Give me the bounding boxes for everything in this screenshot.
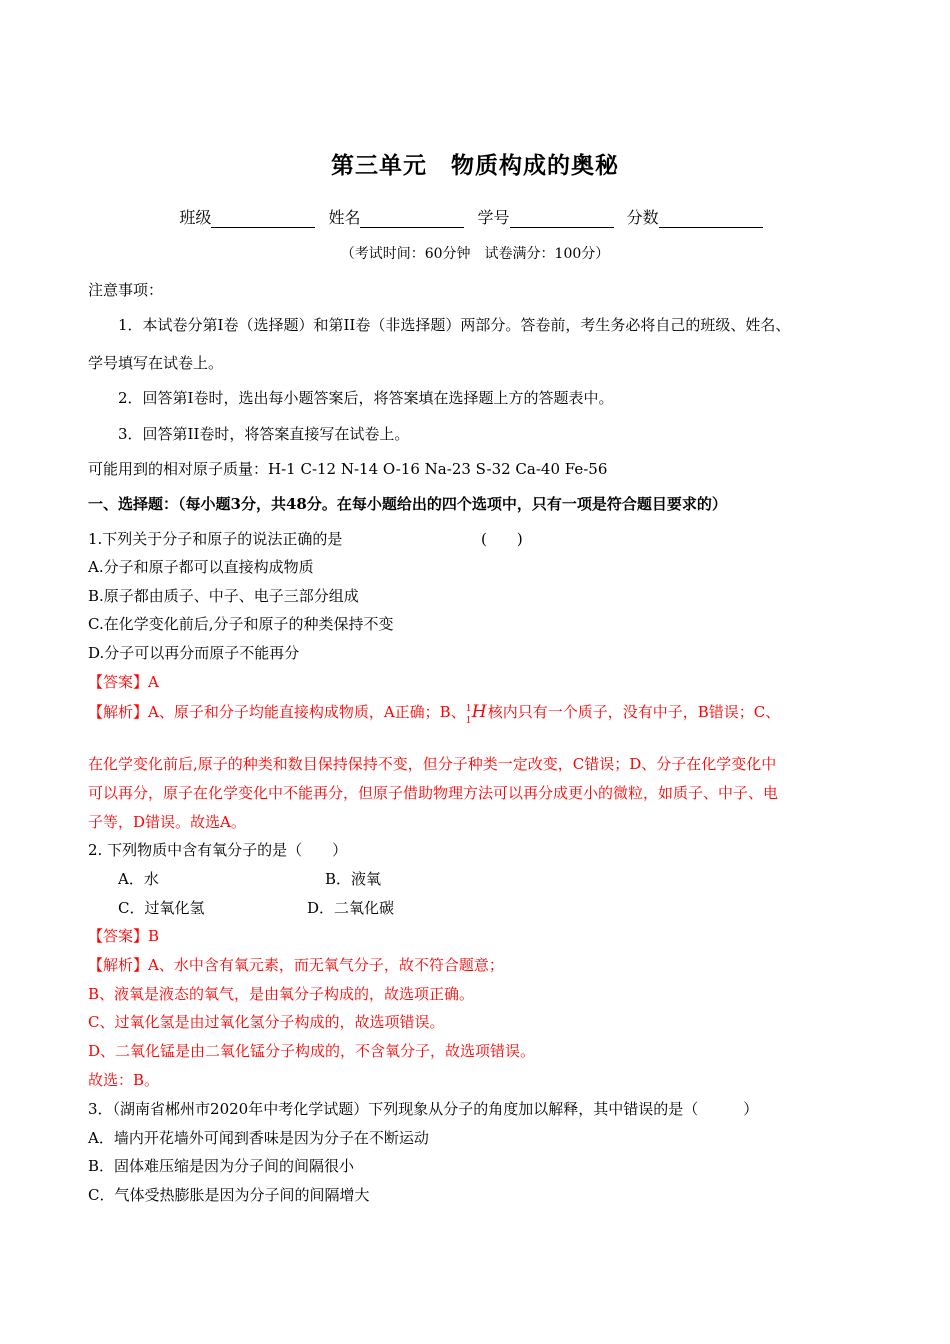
q3-option-a: A．墙内开花墙外可闻到香味是因为分子在不断运动 — [88, 1129, 429, 1147]
analysis-text: 核内只有一个质子，没有中子，B错误；C、 — [487, 703, 781, 721]
q3-option-b: B．固体难压缩是因为分子间的间隔很小 — [88, 1157, 355, 1175]
q2-option-a: A．水 — [118, 870, 159, 888]
student-info-fields — [0, 205, 950, 228]
q1-stem: 1.下列关于分子和原子的说法正确的是 — [88, 530, 343, 548]
q2-answer — [88, 926, 159, 946]
analysis-text: A、水中含有氧元素，而无氧气分子，故不符合题意； — [148, 956, 504, 974]
score-label: 分数 — [626, 208, 659, 227]
answer-tag: 【答案】 — [88, 673, 149, 691]
section-heading: 一、选择题：（每小题3分，共48分。在每小题给出的四个选项中，只有一项是符合题目要求的） — [88, 495, 727, 513]
q1-answer — [88, 672, 159, 692]
analysis-text: A、原子和分子均能直接构成物质，A正确；B、 — [148, 703, 466, 721]
q1-option-a: A.分子和原子都可以直接构成物质 — [88, 558, 314, 576]
isotope-symbol: H — [471, 702, 487, 722]
analysis-tag: 【解析】 — [88, 703, 149, 721]
q2-analysis-line-2: B、液氧是液态的氧气，是由氧分子构成的，故选项正确。 — [88, 985, 475, 1003]
hydrogen-isotope — [465, 702, 488, 726]
answer-tag: 【答案】 — [88, 927, 149, 945]
class-blank[interactable] — [211, 211, 315, 228]
q2-analysis-line-1 — [88, 955, 504, 975]
q1-analysis-line-3: 可以再分，原子在化学变化中不能再分，但原子借助物理方法可以再分成更小的微粒，如质子、中子、电 — [88, 784, 779, 802]
name-label: 姓名 — [328, 208, 361, 227]
isotope-mass: 1 — [465, 704, 472, 714]
note-3: 3．回答第II卷时，将答案直接写在试卷上。 — [118, 425, 410, 443]
q2-stem: 2. 下列物质中含有氧分子的是（ ） — [88, 841, 348, 859]
analysis-tag: 【解析】 — [88, 956, 149, 974]
notes-heading: 注意事项： — [88, 281, 164, 299]
class-label: 班级 — [179, 208, 212, 227]
number-label: 学号 — [477, 208, 510, 227]
note-1b: 学号填写在试卷上。 — [88, 354, 224, 372]
q2-analysis-line-3: C、过氧化氢是由过氧化氢分子构成的，故选项错误。 — [88, 1013, 445, 1031]
q1-analysis-line-1 — [88, 702, 781, 726]
number-blank[interactable] — [510, 211, 614, 228]
q1-analysis-line-2: 在化学变化前后,原子的种类和数目保持保持不变，但分子种类一定改变，C错误；D、分子在化学变化中 — [88, 755, 777, 773]
q2-option-c: C．过氧化氢 — [118, 899, 205, 917]
isotope-number: 1 — [465, 716, 472, 726]
q1-bracket: ( ) — [481, 530, 523, 548]
score-blank[interactable] — [659, 211, 763, 228]
q2-analysis-line-4: D、二氧化锰是由二氧化锰分子构成的，不含氧分子，故选项错误。 — [88, 1042, 536, 1060]
name-blank[interactable] — [360, 211, 464, 228]
q3-stem: 3．（湖南省郴州市2020年中考化学试题）下列现象从分子的角度加以解释，其中错误的是（ ） — [88, 1100, 759, 1118]
q2-conclusion: 故选：B。 — [88, 1071, 160, 1089]
answer-value: B — [148, 927, 160, 945]
q2-option-b: B．液氧 — [325, 870, 382, 888]
q1-option-b: B.原子都由质子、中子、电子三部分组成 — [88, 587, 359, 605]
page-title: 第三单元 物质构成的奥秘 — [331, 153, 619, 179]
note-1a: 1．本试卷分第I卷（选择题）和第II卷（非选择题）两部分。答卷前，考生务必将自己的班级、姓名、 — [118, 316, 791, 334]
note-2: 2．回答第I卷时，选出每小题答案后，将答案填在选择题上方的答题表中。 — [118, 389, 614, 407]
q2-option-d: D．二氧化碳 — [307, 899, 395, 917]
answer-value: A — [148, 673, 159, 691]
q1-option-c: C.在化学变化前后,分子和原子的种类保持不变 — [88, 615, 394, 633]
exam-info: （考试时间：60分钟 试卷满分：100分） — [340, 246, 610, 262]
q3-option-c: C．气体受热膨胀是因为分子间的间隔增大 — [88, 1186, 370, 1204]
q1-option-d: D.分子可以再分而原子不能再分 — [88, 644, 300, 662]
q1-analysis-line-4: 子等，D错误。故选A。 — [88, 813, 246, 831]
atomic-masses: 可能用到的相对原子质量：H-1 C-12 N-14 O-16 Na-23 S-32 Ca-40 Fe-56 — [88, 460, 608, 478]
